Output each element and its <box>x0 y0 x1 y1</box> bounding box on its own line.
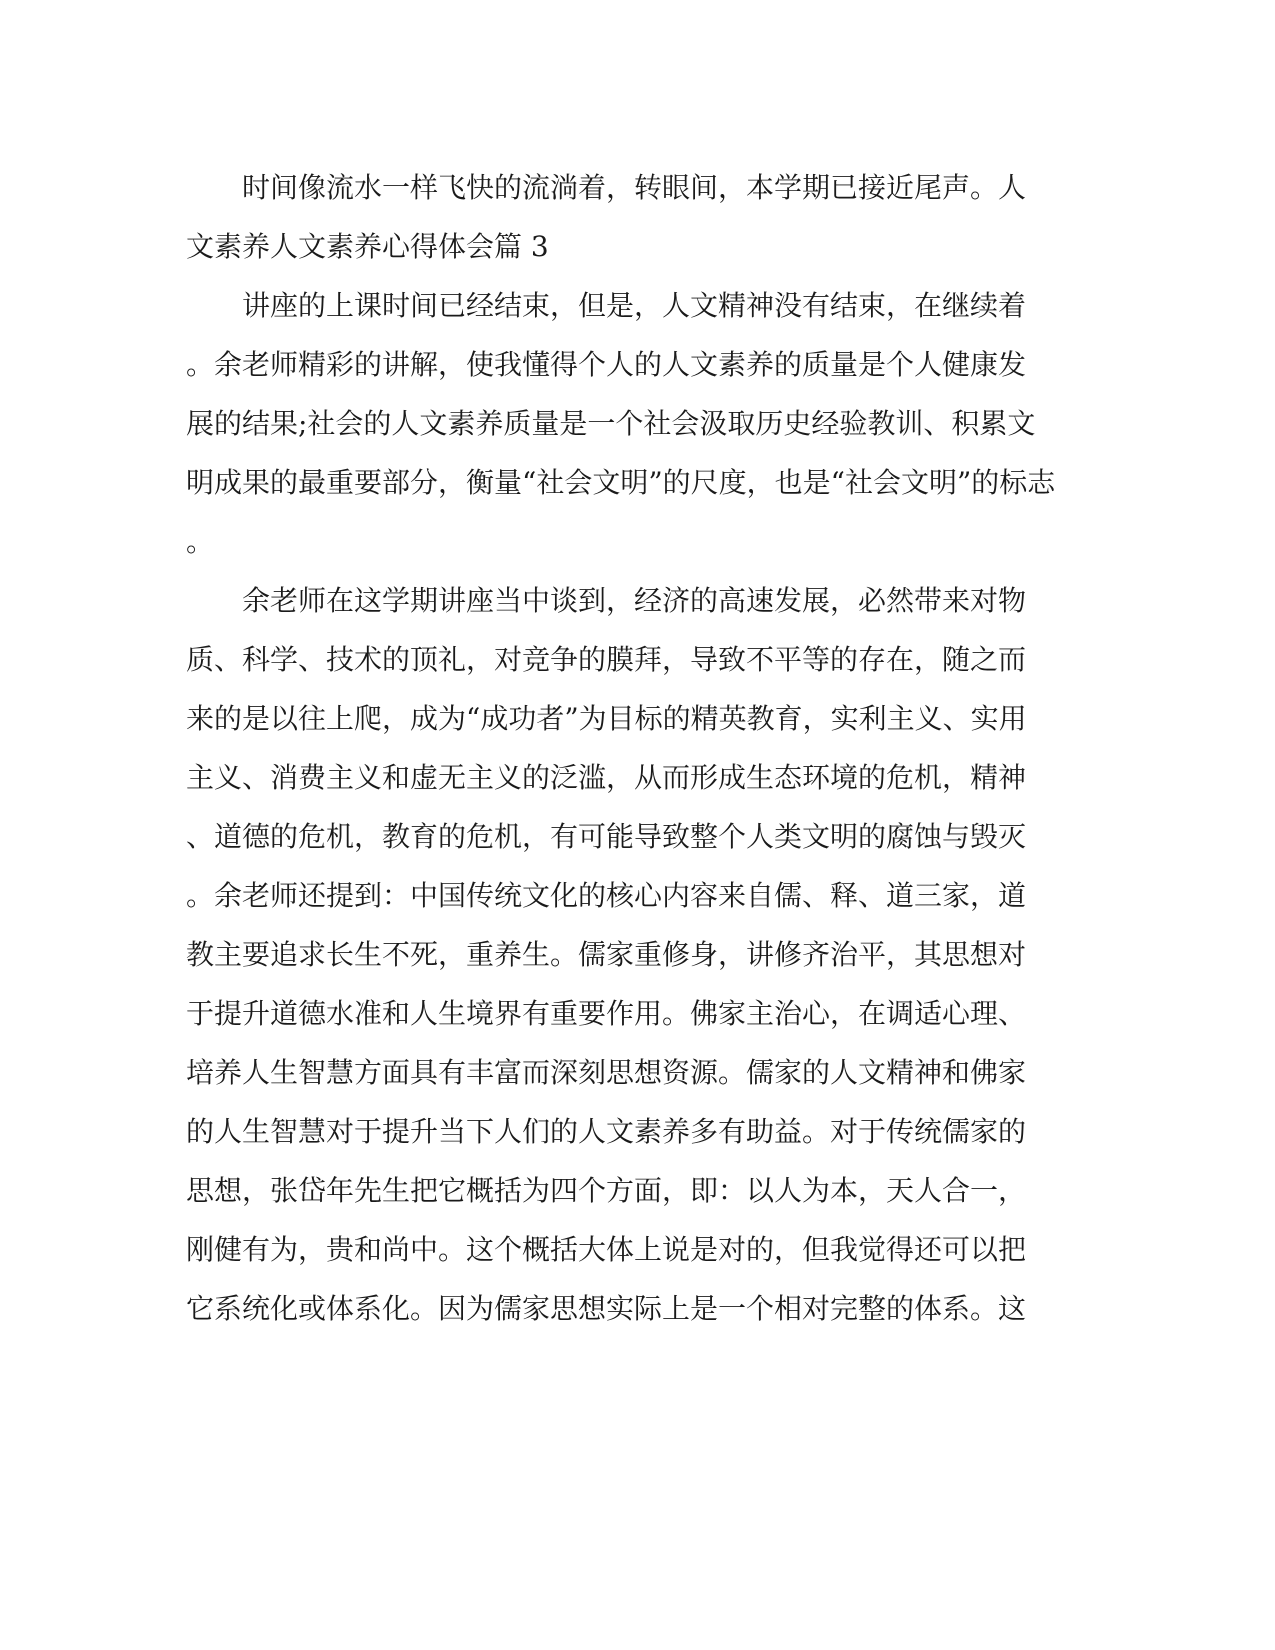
text-line: 的人生智慧对于提升当下人们的人文素养多有助益。对于传统儒家的 <box>186 1115 1027 1148</box>
text-line: 主义、消费主义和虚无主义的泛滥，从而形成生态环境的危机，精神 <box>186 761 1027 794</box>
text-line: 时间像流水一样飞快的流淌着，转眼间，本学期已接近尾声。人 <box>186 171 1027 204</box>
text-line: 它系统化或体系化。因为儒家思想实际上是一个相对完整的体系。这 <box>186 1292 1027 1325</box>
text-line: 来的是以往上爬，成为“成功者”为目标的精英教育，实利主义、实用 <box>186 702 1027 735</box>
text-line: 教主要追求长生不死，重养生。儒家重修身，讲修齐治平，其思想对 <box>186 938 1027 971</box>
document-body <box>186 158 1086 1338</box>
text-line: 。余老师还提到：中国传统文化的核心内容来自儒、释、道三家，道 <box>186 879 1027 912</box>
paragraph-2 <box>186 276 1086 571</box>
text-line: 余老师在这学期讲座当中谈到，经济的高速发展，必然带来对物 <box>186 584 1027 617</box>
text-line: 明成果的最重要部分，衡量“社会文明”的尺度，也是“社会文明”的标志 <box>186 466 1056 499</box>
text-line: 刚健有为，贵和尚中。这个概括大体上说是对的，但我觉得还可以把 <box>186 1233 1027 1266</box>
text-line: 文素养人文素养心得体会篇 3 <box>186 230 549 263</box>
text-line: 思想，张岱年先生把它概括为四个方面，即：以人为本，天人合一， <box>186 1174 1027 1207</box>
text-line: 展的结果;社会的人文素养质量是一个社会汲取历史经验教训、积累文 <box>186 407 1036 440</box>
paragraph-1 <box>186 158 1086 276</box>
text-line: 质、科学、技术的顶礼，对竞争的膜拜，导致不平等的存在，随之而 <box>186 643 1027 676</box>
text-line: 。余老师精彩的讲解，使我懂得个人的人文素养的质量是个人健康发 <box>186 348 1027 381</box>
text-line: 培养人生智慧方面具有丰富而深刻思想资源。儒家的人文精神和佛家 <box>186 1056 1027 1089</box>
text-line: 。 <box>186 525 215 558</box>
text-line: 、道德的危机，教育的危机，有可能导致整个人类文明的腐蚀与毁灭 <box>186 820 1027 853</box>
text-line: 于提升道德水准和人生境界有重要作用。佛家主治心，在调适心理、 <box>186 997 1027 1030</box>
text-line: 讲座的上课时间已经结束，但是，人文精神没有结束，在继续着 <box>186 289 1027 322</box>
paragraph-3 <box>186 571 1086 1338</box>
